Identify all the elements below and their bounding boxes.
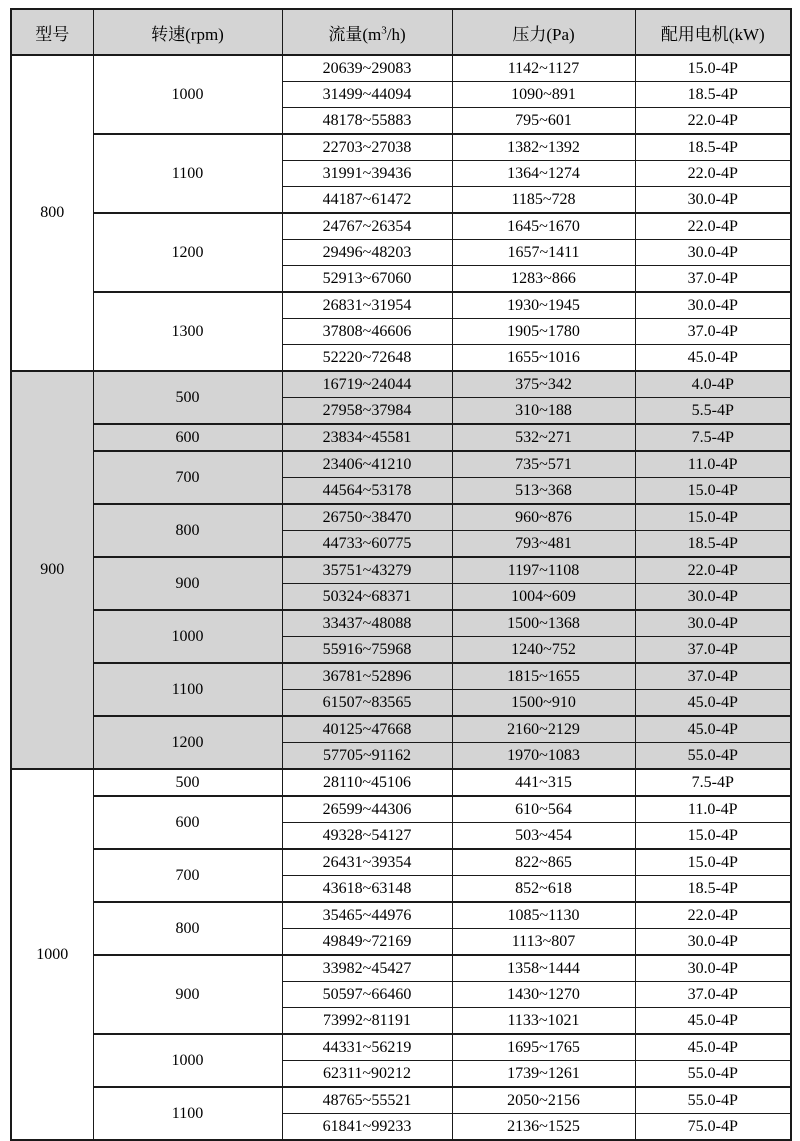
flow-cell: 35465~44976 <box>282 902 452 929</box>
flow-cell: 57705~91162 <box>282 743 452 770</box>
motor-cell: 55.0-4P <box>635 1087 791 1114</box>
header-flow-prefix: 流量(m <box>328 24 382 44</box>
model-cell: 900 <box>11 371 93 769</box>
pressure-cell: 735~571 <box>452 451 635 478</box>
speed-cell: 1100 <box>93 1087 282 1140</box>
flow-cell: 44187~61472 <box>282 187 452 214</box>
speed-cell: 800 <box>93 504 282 557</box>
header-pressure: 压力(Pa) <box>452 9 635 55</box>
motor-cell: 30.0-4P <box>635 240 791 266</box>
header-speed: 转速(rpm) <box>93 9 282 55</box>
flow-cell: 26431~39354 <box>282 849 452 876</box>
flow-cell: 27958~37984 <box>282 398 452 425</box>
table-row <box>11 663 791 690</box>
motor-cell: 45.0-4P <box>635 690 791 717</box>
table-row <box>11 424 791 451</box>
speed-cell: 1100 <box>93 134 282 213</box>
motor-cell: 37.0-4P <box>635 319 791 345</box>
page <box>0 8 800 1139</box>
speed-cell: 1300 <box>93 292 282 371</box>
flow-cell: 23406~41210 <box>282 451 452 478</box>
motor-cell: 30.0-4P <box>635 292 791 319</box>
flow-cell: 28110~45106 <box>282 769 452 796</box>
flow-cell: 36781~52896 <box>282 663 452 690</box>
table-row <box>11 955 791 982</box>
table-row <box>11 1034 791 1061</box>
flow-cell: 52913~67060 <box>282 266 452 293</box>
header-model: 型号 <box>11 9 93 55</box>
flow-cell: 33982~45427 <box>282 955 452 982</box>
motor-cell: 45.0-4P <box>635 1034 791 1061</box>
speed-cell: 700 <box>93 849 282 902</box>
flow-cell: 48178~55883 <box>282 108 452 135</box>
motor-cell: 7.5-4P <box>635 769 791 796</box>
header-row <box>11 9 791 55</box>
pressure-cell: 1655~1016 <box>452 345 635 372</box>
motor-cell: 4.0-4P <box>635 371 791 398</box>
pressure-cell: 610~564 <box>452 796 635 823</box>
flow-cell: 37808~46606 <box>282 319 452 345</box>
table-row <box>11 557 791 584</box>
flow-cell: 35751~43279 <box>282 557 452 584</box>
flow-cell: 26750~38470 <box>282 504 452 531</box>
pressure-cell: 795~601 <box>452 108 635 135</box>
pressure-cell: 1197~1108 <box>452 557 635 584</box>
pressure-cell: 532~271 <box>452 424 635 451</box>
motor-cell: 15.0-4P <box>635 504 791 531</box>
table-row <box>11 716 791 743</box>
flow-cell: 49849~72169 <box>282 929 452 956</box>
motor-cell: 22.0-4P <box>635 213 791 240</box>
motor-cell: 30.0-4P <box>635 955 791 982</box>
speed-cell: 600 <box>93 424 282 451</box>
motor-cell: 18.5-4P <box>635 876 791 903</box>
motor-cell: 45.0-4P <box>635 1008 791 1035</box>
table-body <box>11 55 791 1140</box>
motor-cell: 45.0-4P <box>635 345 791 372</box>
header-flow-sup: 3 <box>381 23 387 36</box>
table-row <box>11 796 791 823</box>
motor-cell: 18.5-4P <box>635 531 791 558</box>
motor-cell: 5.5-4P <box>635 398 791 425</box>
pressure-cell: 375~342 <box>452 371 635 398</box>
pressure-cell: 1430~1270 <box>452 982 635 1008</box>
pressure-cell: 2136~1525 <box>452 1114 635 1141</box>
pressure-cell: 1185~728 <box>452 187 635 214</box>
pressure-cell: 1240~752 <box>452 637 635 664</box>
pressure-cell: 1364~1274 <box>452 161 635 187</box>
flow-cell: 52220~72648 <box>282 345 452 372</box>
flow-cell: 73992~81191 <box>282 1008 452 1035</box>
model-cell: 1000 <box>11 769 93 1140</box>
pressure-cell: 1739~1261 <box>452 1061 635 1088</box>
pressure-cell: 822~865 <box>452 849 635 876</box>
pressure-cell: 960~876 <box>452 504 635 531</box>
speed-cell: 500 <box>93 769 282 796</box>
table-row <box>11 292 791 319</box>
pressure-cell: 1657~1411 <box>452 240 635 266</box>
flow-cell: 50324~68371 <box>282 584 452 611</box>
flow-cell: 22703~27038 <box>282 134 452 161</box>
pressure-cell: 503~454 <box>452 823 635 850</box>
speed-cell: 1000 <box>93 610 282 663</box>
motor-cell: 15.0-4P <box>635 478 791 505</box>
motor-cell: 45.0-4P <box>635 716 791 743</box>
flow-cell: 49328~54127 <box>282 823 452 850</box>
pressure-cell: 513~368 <box>452 478 635 505</box>
speed-cell: 1000 <box>93 1034 282 1087</box>
speed-cell: 1100 <box>93 663 282 716</box>
flow-cell: 26599~44306 <box>282 796 452 823</box>
table-row <box>11 213 791 240</box>
motor-cell: 37.0-4P <box>635 637 791 664</box>
table-row <box>11 55 791 82</box>
pressure-cell: 1815~1655 <box>452 663 635 690</box>
table-row <box>11 849 791 876</box>
speed-cell: 600 <box>93 796 282 849</box>
pressure-cell: 1930~1945 <box>452 292 635 319</box>
speed-cell: 700 <box>93 451 282 504</box>
motor-cell: 37.0-4P <box>635 663 791 690</box>
pressure-cell: 1090~891 <box>452 82 635 108</box>
header-flow <box>282 9 452 55</box>
motor-cell: 37.0-4P <box>635 266 791 293</box>
pressure-cell: 1004~609 <box>452 584 635 611</box>
motor-cell: 11.0-4P <box>635 796 791 823</box>
flow-cell: 61507~83565 <box>282 690 452 717</box>
motor-cell: 18.5-4P <box>635 134 791 161</box>
motor-cell: 22.0-4P <box>635 161 791 187</box>
flow-cell: 26831~31954 <box>282 292 452 319</box>
motor-cell: 22.0-4P <box>635 108 791 135</box>
table-row <box>11 134 791 161</box>
motor-cell: 55.0-4P <box>635 743 791 770</box>
speed-cell: 900 <box>93 955 282 1034</box>
pressure-cell: 1500~1368 <box>452 610 635 637</box>
speed-cell: 500 <box>93 371 282 424</box>
pressure-cell: 1905~1780 <box>452 319 635 345</box>
flow-cell: 62311~90212 <box>282 1061 452 1088</box>
motor-cell: 30.0-4P <box>635 610 791 637</box>
table-header <box>11 9 791 55</box>
motor-cell: 37.0-4P <box>635 982 791 1008</box>
motor-cell: 11.0-4P <box>635 451 791 478</box>
motor-cell: 30.0-4P <box>635 929 791 956</box>
motor-cell: 15.0-4P <box>635 55 791 82</box>
flow-cell: 33437~48088 <box>282 610 452 637</box>
flow-cell: 16719~24044 <box>282 371 452 398</box>
motor-cell: 18.5-4P <box>635 82 791 108</box>
motor-cell: 55.0-4P <box>635 1061 791 1088</box>
pressure-cell: 1645~1670 <box>452 213 635 240</box>
pressure-cell: 2050~2156 <box>452 1087 635 1114</box>
speed-cell: 1200 <box>93 716 282 769</box>
speed-cell: 1200 <box>93 213 282 292</box>
pressure-cell: 1970~1083 <box>452 743 635 770</box>
flow-cell: 50597~66460 <box>282 982 452 1008</box>
motor-cell: 15.0-4P <box>635 849 791 876</box>
flow-cell: 24767~26354 <box>282 213 452 240</box>
motor-cell: 30.0-4P <box>635 187 791 214</box>
flow-cell: 55916~75968 <box>282 637 452 664</box>
pressure-cell: 852~618 <box>452 876 635 903</box>
table-row <box>11 371 791 398</box>
motor-cell: 15.0-4P <box>635 823 791 850</box>
flow-cell: 44733~60775 <box>282 531 452 558</box>
flow-cell: 20639~29083 <box>282 55 452 82</box>
pressure-cell: 793~481 <box>452 531 635 558</box>
flow-cell: 40125~47668 <box>282 716 452 743</box>
motor-cell: 75.0-4P <box>635 1114 791 1141</box>
pressure-cell: 310~188 <box>452 398 635 425</box>
table-row <box>11 504 791 531</box>
pressure-cell: 1358~1444 <box>452 955 635 982</box>
pressure-cell: 1085~1130 <box>452 902 635 929</box>
pressure-cell: 441~315 <box>452 769 635 796</box>
motor-cell: 22.0-4P <box>635 557 791 584</box>
motor-cell: 30.0-4P <box>635 584 791 611</box>
pressure-cell: 1133~1021 <box>452 1008 635 1035</box>
flow-cell: 31991~39436 <box>282 161 452 187</box>
table-row <box>11 902 791 929</box>
flow-cell: 44331~56219 <box>282 1034 452 1061</box>
fan-spec-table <box>10 8 792 1141</box>
table-row <box>11 451 791 478</box>
pressure-cell: 1695~1765 <box>452 1034 635 1061</box>
header-motor: 配用电机(kW) <box>635 9 791 55</box>
flow-cell: 31499~44094 <box>282 82 452 108</box>
flow-cell: 48765~55521 <box>282 1087 452 1114</box>
flow-cell: 61841~99233 <box>282 1114 452 1141</box>
table-row <box>11 610 791 637</box>
flow-cell: 43618~63148 <box>282 876 452 903</box>
pressure-cell: 1283~866 <box>452 266 635 293</box>
motor-cell: 7.5-4P <box>635 424 791 451</box>
speed-cell: 900 <box>93 557 282 610</box>
speed-cell: 1000 <box>93 55 282 134</box>
table-row <box>11 1087 791 1114</box>
pressure-cell: 1500~910 <box>452 690 635 717</box>
flow-cell: 23834~45581 <box>282 424 452 451</box>
model-cell: 800 <box>11 55 93 371</box>
pressure-cell: 1113~807 <box>452 929 635 956</box>
speed-cell: 800 <box>93 902 282 955</box>
pressure-cell: 2160~2129 <box>452 716 635 743</box>
motor-cell: 22.0-4P <box>635 902 791 929</box>
pressure-cell: 1142~1127 <box>452 55 635 82</box>
pressure-cell: 1382~1392 <box>452 134 635 161</box>
flow-cell: 29496~48203 <box>282 240 452 266</box>
table-row <box>11 769 791 796</box>
header-flow-suffix: /h) <box>386 24 406 44</box>
flow-cell: 44564~53178 <box>282 478 452 505</box>
